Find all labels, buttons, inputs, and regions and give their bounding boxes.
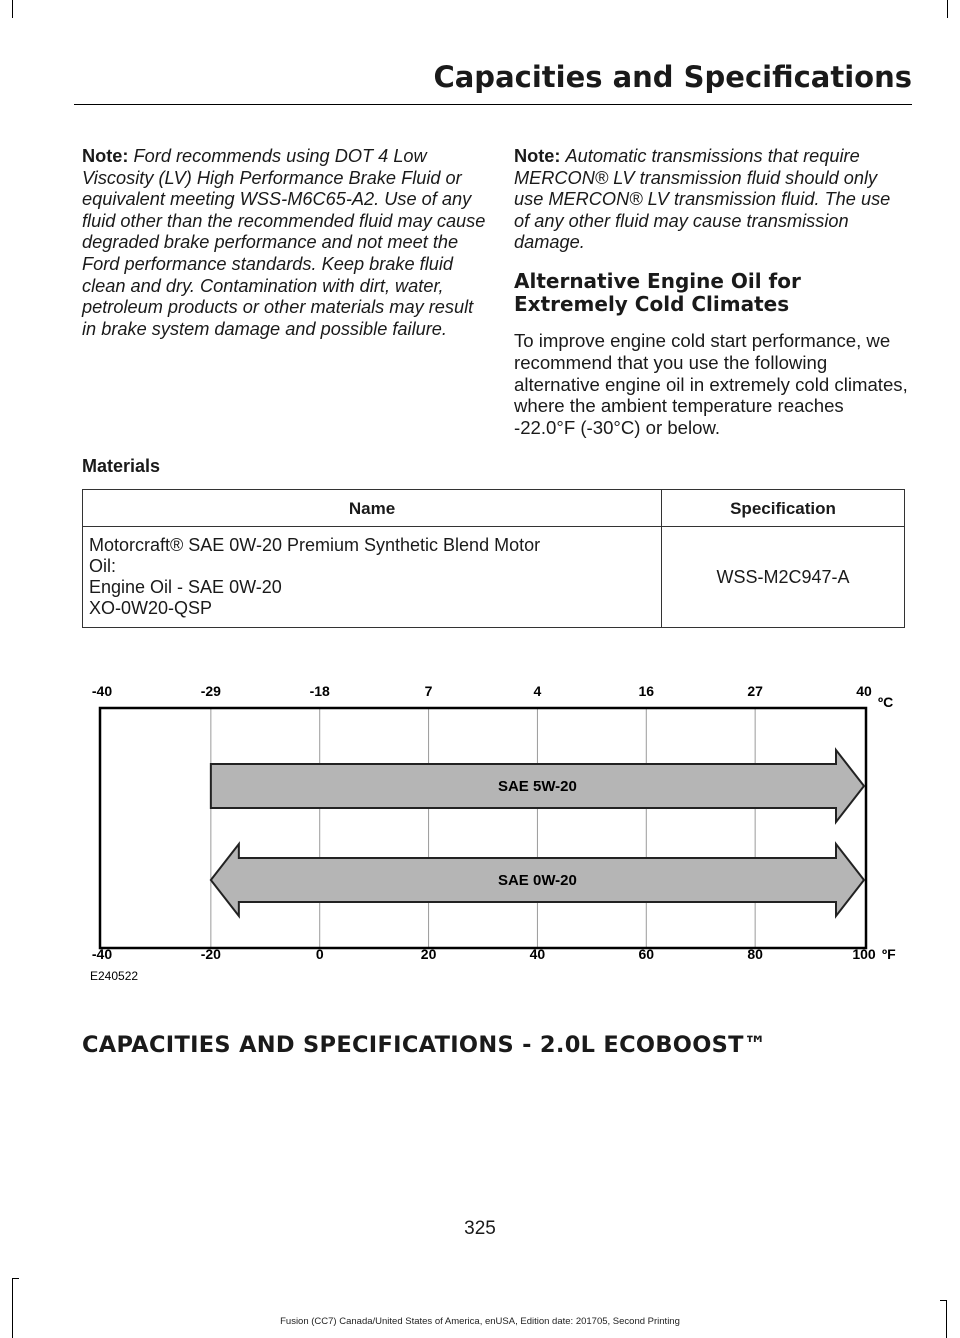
bottom-tick-label: 20 <box>420 946 437 962</box>
note-text: Ford recommends using DOT 4 Low Viscosity (LV) High Performance Brake Fluid or equivalent meeting WSS-M6C65-A2. Use of any fluid other than the recommended fluid may cause degraded brake performance and not meet the Ford performance standards. Keep brake fluid clean and dry. Contamination with dirt, water, petroleum products or other materials may result in brake system damage and possible failure. <box>82 146 486 339</box>
cell-specification: WSS-M2C947-A <box>662 527 905 628</box>
top-tick-label: -18 <box>309 683 330 699</box>
column-header-specification: Specification <box>662 490 905 527</box>
crop-mark-bottom-left <box>12 1278 19 1338</box>
top-tick-label: 40 <box>856 683 872 699</box>
top-tick-label: 4 <box>533 683 542 699</box>
page-footer: Fusion (CC7) Canada/United States of America, enUSA, Edition date: 201705, Second Printing <box>280 1316 680 1327</box>
name-line: Oil: <box>89 556 116 576</box>
table-row <box>83 527 905 628</box>
top-tick-label: 16 <box>638 683 655 699</box>
bottom-tick-label: 100 <box>852 946 876 962</box>
top-tick-label: -40 <box>91 683 113 699</box>
page-header-title: Capacities and Specifications <box>433 60 912 94</box>
figure-id: E240522 <box>90 969 139 983</box>
bottom-tick-label: -20 <box>200 946 221 962</box>
name-line: Engine Oil - SAE 0W-20 <box>89 577 282 597</box>
page-number: 325 <box>464 1218 496 1239</box>
bottom-tick-label: 80 <box>747 946 763 962</box>
top-tick-label: 7 <box>424 683 433 699</box>
oil-temperature-chart <box>86 680 916 995</box>
materials-label: Materials <box>82 456 161 476</box>
crop-mark-top-left <box>12 0 13 18</box>
bottom-tick-label: 60 <box>638 946 655 962</box>
section-title: CAPACITIES AND SPECIFICATIONS - 2.0L ECOBOOST™ <box>82 1032 767 1058</box>
transmission-note <box>514 146 909 254</box>
name-line: XO-0W20-QSP <box>89 598 213 618</box>
alt-oil-heading: Alternative Engine Oil for Extremely Cold Climates <box>514 268 801 316</box>
crop-mark-top-right <box>947 0 948 18</box>
top-tick-label: 27 <box>747 683 763 699</box>
note-label: Note: <box>514 146 561 166</box>
cell-name <box>83 527 662 628</box>
chart-frame <box>100 708 866 948</box>
note-label: Note: <box>82 146 129 166</box>
alt-oil-body: To improve engine cold start performance, we recommend that you use the following alternative engine oil in extremely cold climates, where the ambient temperature reaches -22.0°F (-30°C) or below. <box>514 329 908 439</box>
header-rule <box>74 104 912 105</box>
range-arrow-label: SAE 0W-20 <box>497 872 577 889</box>
name-line: Motorcraft® SAE 0W-20 Premium Synthetic Blend Motor <box>89 535 541 555</box>
materials-table <box>82 489 905 628</box>
range-arrow-label: SAE 5W-20 <box>497 778 577 795</box>
right-column <box>514 146 909 439</box>
bottom-tick-label: -40 <box>91 946 113 962</box>
bottom-tick-label: 40 <box>529 946 546 962</box>
top-tick-label: -29 <box>200 683 221 699</box>
column-header-name: Name <box>83 490 662 527</box>
left-column <box>82 146 487 340</box>
bottom-axis-unit: ºF <box>882 946 896 962</box>
bottom-tick-label: 0 <box>315 946 324 962</box>
note-text: Automatic transmissions that require MERCON® LV transmission fluid should only use MERCON® LV transmission fluid. The use of any other fluid may cause transmission damage. <box>514 146 891 253</box>
table-header-row <box>83 490 905 527</box>
top-axis-unit: ºC <box>878 694 894 710</box>
brake-fluid-note <box>82 146 487 340</box>
